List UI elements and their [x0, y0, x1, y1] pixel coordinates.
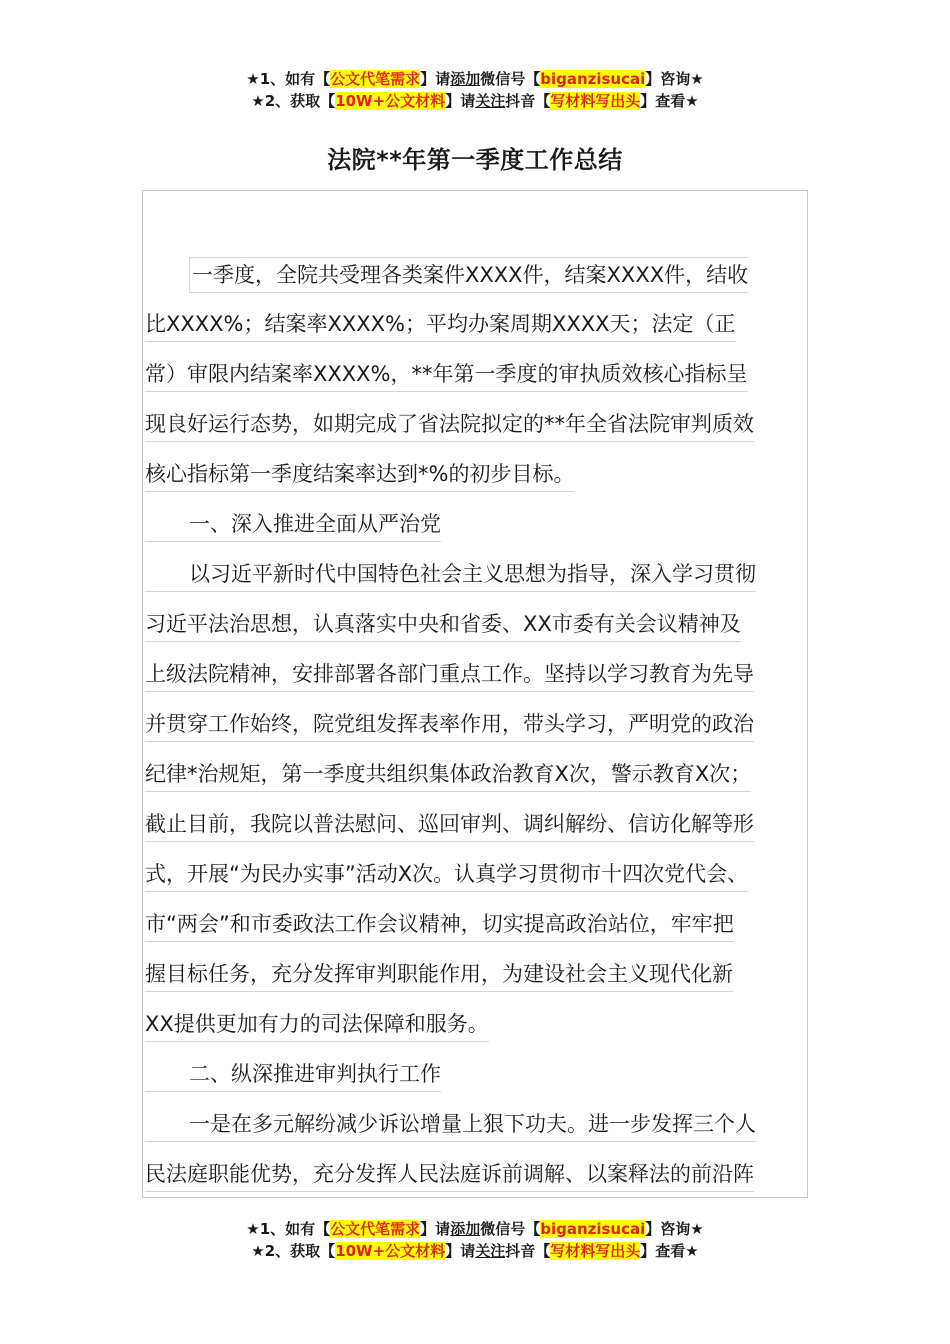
document-body [142, 190, 808, 1198]
header-promo-line-1 [0, 68, 950, 90]
promo-text: 微信号【 [480, 70, 541, 88]
promo-text: 】查看★ [640, 1242, 699, 1260]
paragraph-line: 截止目前，我院以普法慰问、巡回审判、调纠解纷、信访化解等形 [145, 807, 754, 842]
section-heading: 一、深入推进全面从严治党 [145, 507, 441, 542]
promo-text: 抖音【 [505, 92, 551, 110]
paragraph-line: 上级法院精神，安排部署各部门重点工作。坚持以学习教育为先导 [145, 657, 754, 692]
promo-text: 】咨询★ [645, 70, 704, 88]
paragraph-line: 习近平法治思想，认真落实中央和省委、XX市委有关会议精神及 [145, 607, 741, 642]
paragraph-line: 民法庭职能优势，充分发挥人民法庭诉前调解、以案释法的前沿阵 [145, 1157, 754, 1192]
promo-underline: 关注 [475, 1242, 506, 1260]
paragraph-line: 以习近平新时代中国特色社会主义思想为指导，深入学习贯彻 [145, 557, 756, 592]
promo-text: 】查看★ [640, 92, 699, 110]
promo-text: ★2、获取【 [251, 1242, 336, 1260]
promo-highlight: 10W+公文材料 [335, 1242, 446, 1260]
paragraph-line: 式，开展“为民办实事”活动X次。认真学习贯彻市十四次党代会、 [145, 857, 748, 892]
promo-text: ★1、如有【 [246, 70, 331, 88]
paragraph-line: XX提供更加有力的司法保障和服务。 [145, 1007, 489, 1042]
wechat-id: biganzisucai [540, 70, 646, 88]
paragraph-line: 市“两会”和市委政法工作会议精神，切实提高政治站位，牢牢把 [145, 907, 734, 942]
paragraph-line: 纪律*治规矩，第一季度共组织集体政治教育X次，警示教育X次； [145, 757, 751, 792]
promo-underline: 添加 [450, 70, 481, 88]
paragraph-line: 一季度，全院共受理各类案件XXXX件，结案XXXX件，结收 [189, 257, 748, 293]
paragraph-line: 常）审限内结案率XXXX%，**年第一季度的审执质效核心指标呈 [145, 357, 748, 392]
paragraph-line: 核心指标第一季度结案率达到*%的初步目标。 [145, 457, 574, 492]
paragraph-line: 比XXXX%；结案率XXXX%；平均办案周期XXXX天；法定（正 [145, 307, 736, 342]
promo-highlight: 公文代笔需求 [330, 70, 421, 88]
promo-text: 】请 [445, 1242, 476, 1260]
promo-text: ★2、获取【 [251, 92, 336, 110]
header-promo [0, 68, 950, 112]
page-title: 法院**年第一季度工作总结 [327, 146, 623, 174]
paragraph-line: 并贯穿工作始终，院党组发挥表率作用，带头学习，严明党的政治 [145, 707, 754, 742]
paragraph-line: 一是在多元解纷减少诉讼增量上狠下功夫。进一步发挥三个人 [145, 1107, 756, 1142]
wechat-id: biganzisucai [540, 1220, 646, 1238]
promo-text: 微信号【 [480, 1220, 541, 1238]
header-promo-line-2 [0, 90, 950, 112]
footer-promo-line-1 [0, 1218, 950, 1240]
promo-text: 抖音【 [505, 1242, 551, 1260]
promo-text: 】咨询★ [645, 1220, 704, 1238]
footer-promo-line-2 [0, 1240, 950, 1262]
paragraph-line: 握目标任务，充分发挥审判职能作用，为建设社会主义现代化新 [145, 957, 733, 992]
promo-highlight: 公文代笔需求 [330, 1220, 421, 1238]
douyin-id: 写材料写出头 [550, 92, 641, 110]
promo-text: 】请 [445, 92, 476, 110]
promo-underline: 关注 [475, 92, 506, 110]
promo-underline: 添加 [450, 1220, 481, 1238]
section-heading: 二、纵深推进审判执行工作 [145, 1057, 441, 1092]
paragraph-line: 现良好运行态势，如期完成了省法院拟定的**年全省法院审判质效 [145, 407, 754, 442]
douyin-id: 写材料写出头 [550, 1242, 641, 1260]
promo-highlight: 10W+公文材料 [335, 92, 446, 110]
footer-promo [0, 1218, 950, 1262]
promo-text: ★1、如有【 [246, 1220, 331, 1238]
promo-text: 】请 [420, 1220, 451, 1238]
promo-text: 】请 [420, 70, 451, 88]
